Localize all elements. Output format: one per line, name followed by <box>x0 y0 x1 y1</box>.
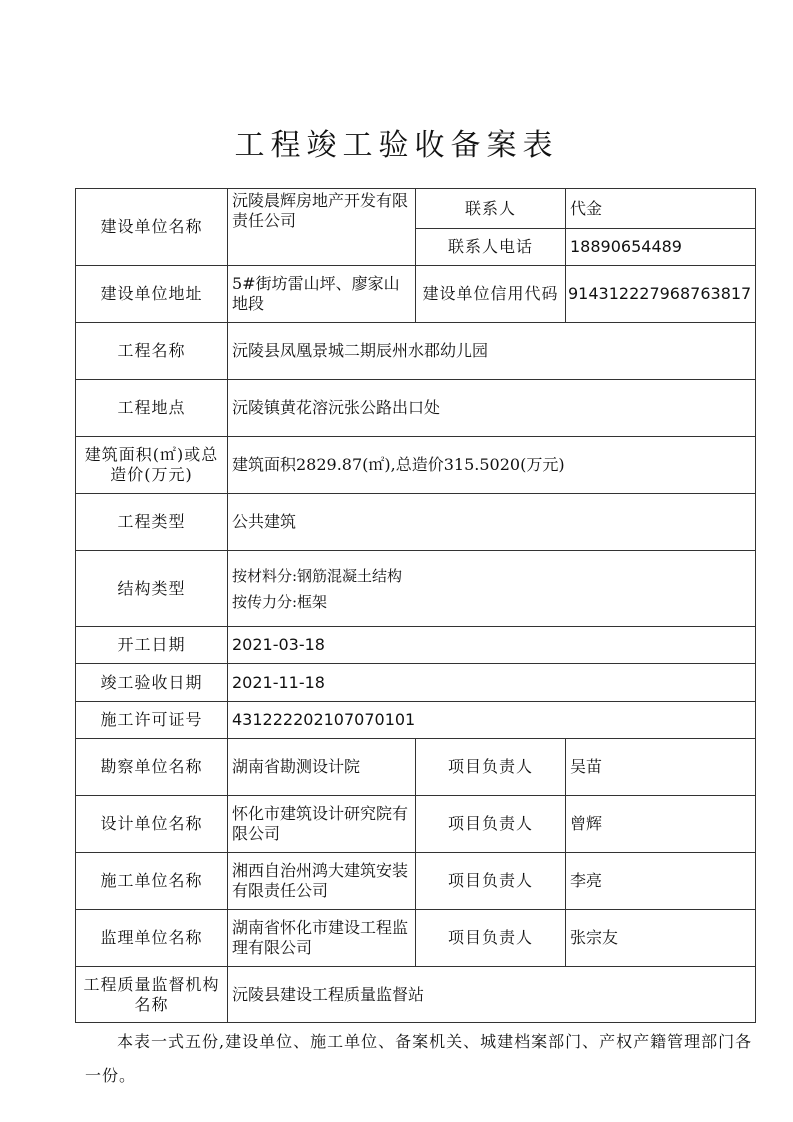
survey-label: 勘察单位名称 <box>76 739 228 796</box>
contact-value: 代金 <box>566 189 756 229</box>
type-value: 公共建筑 <box>228 494 756 551</box>
location-label: 工程地点 <box>76 380 228 437</box>
supervise-value: 湖南省怀化市建设工程监理有限公司 <box>228 910 416 967</box>
structure-value <box>228 551 756 627</box>
credit-label: 建设单位信用代码 <box>416 266 566 323</box>
quality-label: 工程质量监督机构名称 <box>76 967 228 1023</box>
construct-label: 施工单位名称 <box>76 853 228 910</box>
row-survey <box>76 739 756 796</box>
row-area <box>76 437 756 494</box>
area-label: 建筑面积(㎡)或总造价(万元) <box>76 437 228 494</box>
builder-value: 沅陵晨辉房地产开发有限责任公司 <box>228 189 416 266</box>
row-structure <box>76 551 756 627</box>
row-accept-date <box>76 664 756 702</box>
row-location <box>76 380 756 437</box>
row-start-date <box>76 627 756 664</box>
row-design <box>76 796 756 853</box>
filing-form-table <box>75 188 756 1023</box>
structure-force: 按传力分:框架 <box>232 592 328 611</box>
contact-label: 联系人 <box>416 189 566 229</box>
row-quality <box>76 967 756 1023</box>
permit-label: 施工许可证号 <box>76 702 228 739</box>
start-value: 2021-03-18 <box>228 627 756 664</box>
address-value: 5#街坊雷山坪、廖家山地段 <box>228 266 416 323</box>
row-project-name <box>76 323 756 380</box>
builder-label: 建设单位名称 <box>76 189 228 266</box>
location-value: 沅陵镇黄花溶沅张公路出口处 <box>228 380 756 437</box>
start-label: 开工日期 <box>76 627 228 664</box>
design-label: 设计单位名称 <box>76 796 228 853</box>
design-pm-value: 曾辉 <box>566 796 756 853</box>
quality-value: 沅陵县建设工程质量监督站 <box>228 967 756 1023</box>
accept-label: 竣工验收日期 <box>76 664 228 702</box>
address-label: 建设单位地址 <box>76 266 228 323</box>
row-construct <box>76 853 756 910</box>
design-pm-label: 项目负责人 <box>416 796 566 853</box>
project-name-label: 工程名称 <box>76 323 228 380</box>
row-type <box>76 494 756 551</box>
structure-material: 按材料分:钢筋混凝土结构 <box>232 566 403 585</box>
design-value: 怀化市建筑设计研究院有限公司 <box>228 796 416 853</box>
row-address <box>76 266 756 323</box>
structure-label: 结构类型 <box>76 551 228 627</box>
supervise-label: 监理单位名称 <box>76 910 228 967</box>
row-supervise <box>76 910 756 967</box>
row-permit <box>76 702 756 739</box>
row-builder <box>76 189 756 229</box>
phone-label: 联系人电话 <box>416 229 566 266</box>
credit-value: 914312227968763817 <box>566 266 756 323</box>
accept-value: 2021-11-18 <box>228 664 756 702</box>
project-name-value: 沅陵县凤凰景城二期辰州水郡幼儿园 <box>228 323 756 380</box>
area-value: 建筑面积2829.87(㎡),总造价315.5020(万元) <box>228 437 756 494</box>
distribution-note: 本表一式五份,建设单位、施工单位、备案机关、城建档案部门、产权产籍管理部门各一份。 <box>85 1032 753 1085</box>
supervise-pm-label: 项目负责人 <box>416 910 566 967</box>
survey-pm-value: 吴苗 <box>566 739 756 796</box>
construct-value: 湘西自治州鸿大建筑安装有限责任公司 <box>228 853 416 910</box>
survey-value: 湖南省勘测设计院 <box>228 739 416 796</box>
supervise-pm-value: 张宗友 <box>566 910 756 967</box>
construct-pm-label: 项目负责人 <box>416 853 566 910</box>
type-label: 工程类型 <box>76 494 228 551</box>
construct-pm-value: 李亮 <box>566 853 756 910</box>
document-title: 工程竣工验收备案表 <box>234 128 559 163</box>
survey-pm-label: 项目负责人 <box>416 739 566 796</box>
permit-value: 431222202107070101 <box>228 702 756 739</box>
phone-value: 18890654489 <box>566 229 756 266</box>
